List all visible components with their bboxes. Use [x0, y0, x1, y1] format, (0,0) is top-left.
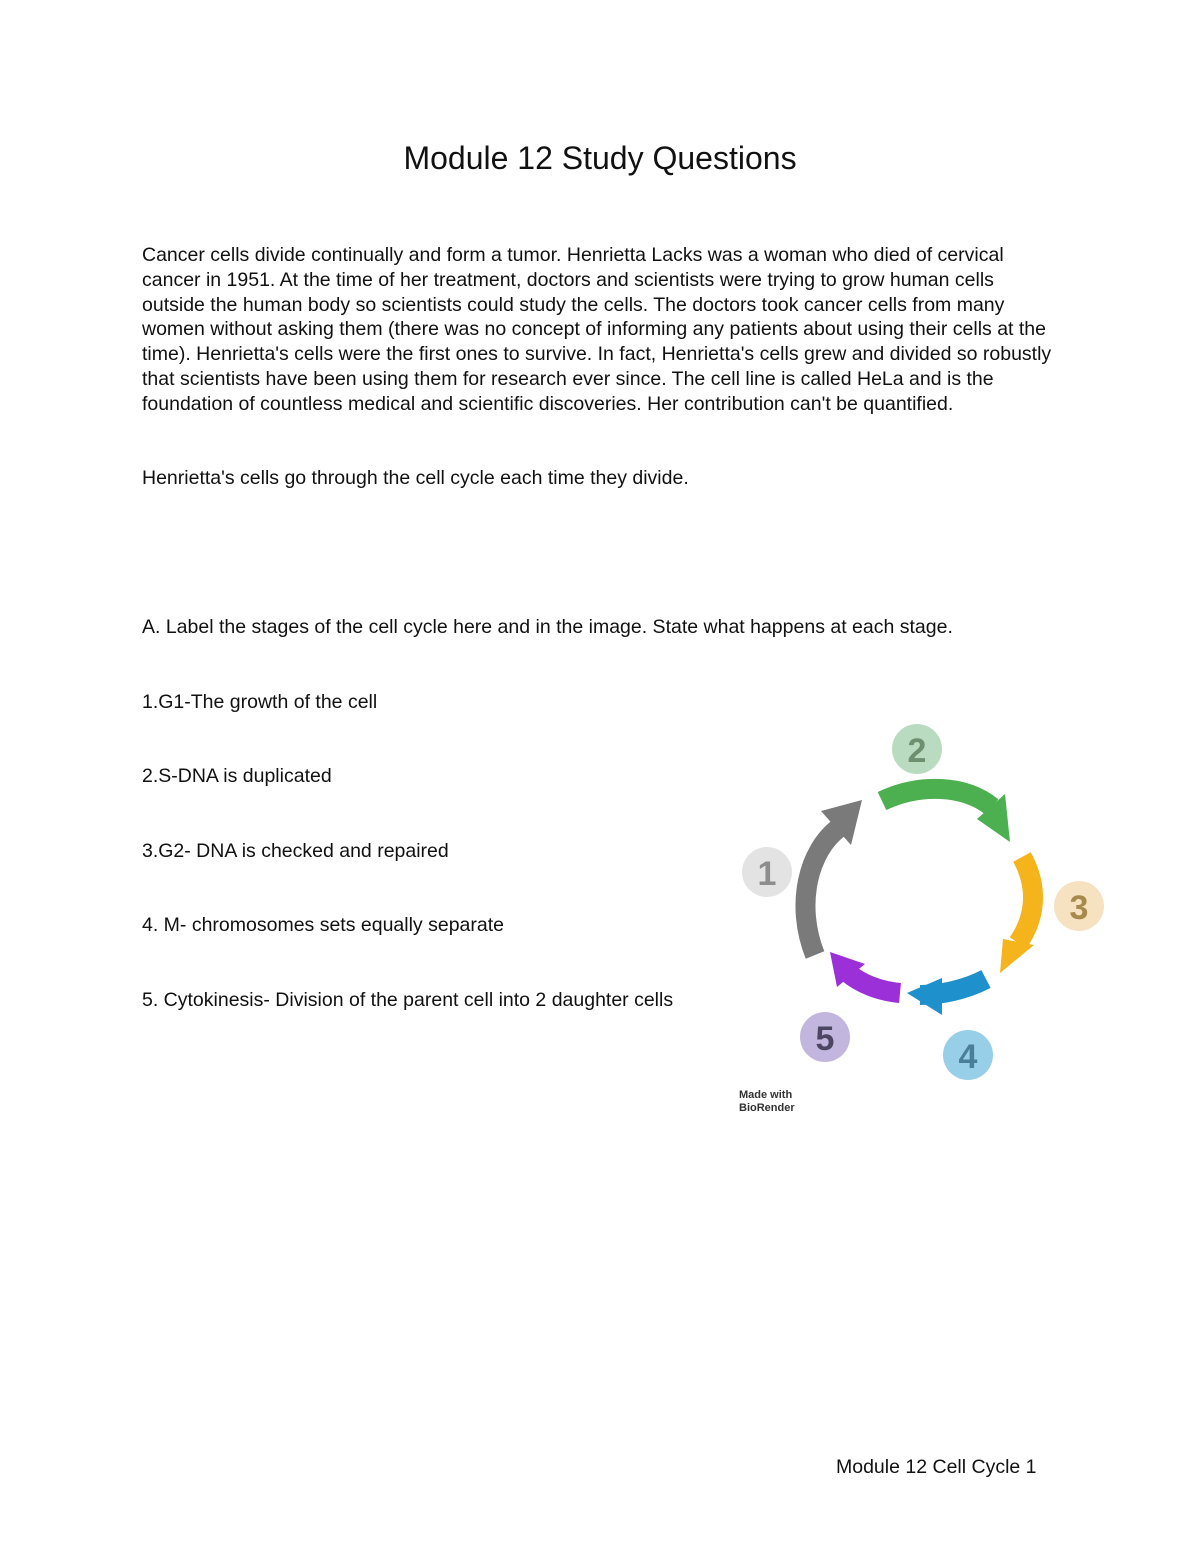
stage-item-g1: 1.G1-The growth of the cell [142, 691, 378, 713]
number-stage-4: 4 [958, 1038, 978, 1076]
question-a: A. Label the stages of the cell cycle here and in the image. State what happens at each stage. [142, 616, 953, 638]
number-stage-1: 1 [757, 855, 777, 893]
cell-cycle-svg [720, 715, 1120, 1125]
stage-item-s: 2.S-DNA is duplicated [142, 765, 332, 787]
cell-cycle-diagram [720, 715, 1120, 1125]
number-stage-5: 5 [815, 1020, 835, 1058]
arrow-head-stage-4 [907, 978, 942, 1015]
arrow-stage-1 [805, 827, 840, 955]
page-title: Module 12 Study Questions [403, 140, 797, 176]
stage-item-m: 4. M- chromosomes sets equally separate [142, 914, 504, 936]
credit-line-2: BioRender [739, 1102, 795, 1114]
intro-paragraph: Cancer cells divide continually and form a tumor. Henrietta Lacks was a woman who died of cervical cancer in 1951. At the time of her treatment, doctors and scientists were trying to grow human cells outside the human body so scientists could study the cells. The doctors took cancer cells from many women without asking them (there was no concept of informing any patients about using their cells at the time). Henrietta's cells were the first ones to survive. In fact, Henrietta's cells grew and divided so robustly that scientists have been using them for research ever since. The cell line is called HeLa and is the foundation of countless medical and scientific discoveries. Her contribution can't be quantified. [142, 244, 1052, 415]
stage-item-g2: 3.G2- DNA is checked and repaired [142, 840, 449, 862]
number-stage-3: 3 [1069, 889, 1089, 927]
number-stage-2: 2 [907, 732, 927, 770]
biorender-credit [739, 1089, 795, 1115]
arrow-stage-2 [882, 789, 992, 807]
page-footer: Module 12 Cell Cycle 1 [836, 1456, 1037, 1478]
credit-line-1: Made with [739, 1089, 793, 1101]
cell-cycle-sentence: Henrietta's cells go through the cell cycle each time they divide. [142, 467, 689, 489]
arrow-stage-3 [1018, 857, 1033, 943]
arrow-stage-5 [848, 973, 900, 993]
arrow-head-stage-3 [1000, 939, 1034, 973]
stage-item-cytokinesis: 5. Cytokinesis- Division of the parent cell into 2 daughter cells [142, 989, 674, 1011]
